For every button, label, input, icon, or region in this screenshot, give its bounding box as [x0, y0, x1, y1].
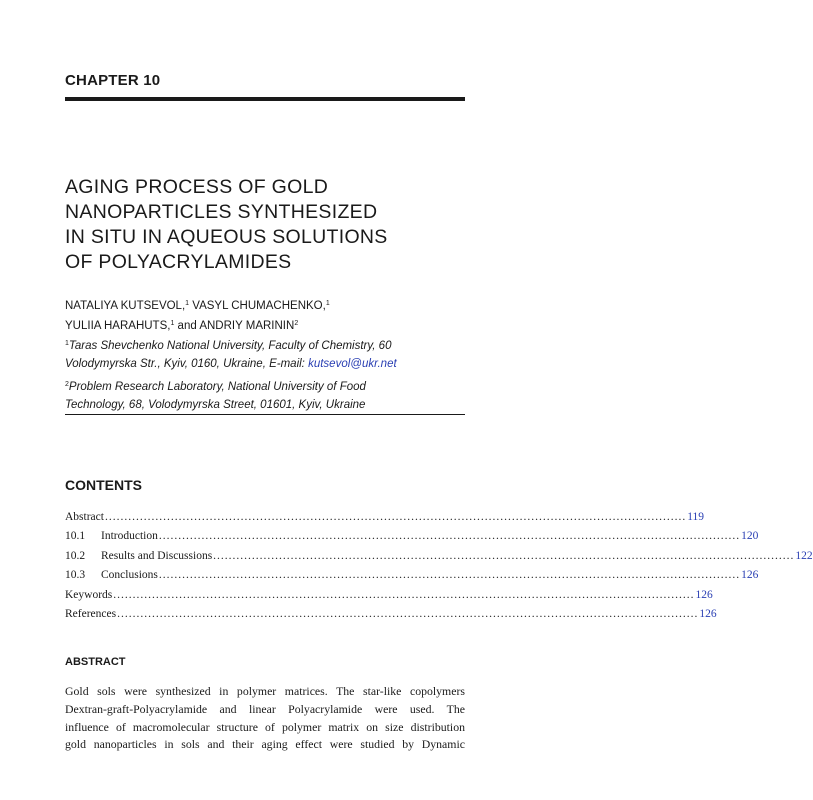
affiliation-marker: 2 [294, 320, 299, 327]
toc-label: Introduction [101, 530, 158, 543]
toc-number: 10.2 [65, 549, 86, 562]
table-of-contents [65, 511, 813, 627]
affiliation-1 [65, 335, 465, 373]
author-name: YULIIA HARAHUTS, [65, 320, 171, 332]
chapter-label: CHAPTER 10 [65, 72, 161, 89]
toc-entry-references[interactable] [65, 607, 717, 627]
affiliation-text: Volodymyrska Str., Kyiv, 0160, Ukraine, E-mail: [65, 358, 309, 370]
toc-entry-conclusions[interactable] [65, 569, 759, 588]
affiliation-marker: 1 [65, 340, 69, 347]
affiliation-rule [65, 414, 465, 415]
toc-leader: ...................................................................................................................................................... [158, 530, 741, 543]
toc-entry-results[interactable] [65, 549, 813, 569]
toc-leader: ...................................................................................................................................................... [213, 549, 795, 562]
author-name: NATALIYA KUTSEVOL, [65, 300, 186, 312]
affiliation-marker: 1 [185, 300, 190, 307]
toc-number: 10.1 [65, 530, 86, 543]
toc-page-link[interactable]: 126 [699, 607, 717, 620]
abstract-line: Dextran-graft-Polyacrylamide and linear Polyacrylamide were used. The [65, 701, 465, 716]
abstract-line: gold nanoparticles in sols and their aging effect were studied by Dynamic [65, 737, 465, 752]
abstract-body [65, 683, 465, 754]
chapter-title [65, 175, 465, 275]
abstract-heading: ABSTRACT [65, 656, 126, 668]
toc-number: 10.3 [65, 569, 86, 582]
toc-label: Keywords [65, 588, 113, 601]
affiliation-text: Technology, 68, Volodymyrska Street, 01601, Kyiv, Ukraine [65, 399, 366, 411]
affiliation-marker: 1 [325, 300, 330, 307]
toc-leader: ...................................................................................................................................................... [113, 588, 695, 601]
toc-page-link[interactable]: 119 [687, 511, 705, 523]
toc-leader: ...................................................................................................................................................... [117, 607, 699, 620]
contents-heading: CONTENTS [65, 477, 142, 493]
affiliation-marker: 2 [65, 381, 69, 388]
toc-leader: ...................................................................................................................................................... [104, 511, 687, 523]
toc-page-link[interactable]: 126 [741, 569, 759, 582]
email-link[interactable]: kutsevol@ukr.net [308, 358, 397, 370]
title-line: OF POLYACRYLAMIDES [65, 251, 292, 273]
toc-label: Results and Discussions [101, 549, 213, 562]
affiliation-text: Problem Research Laboratory, National University of Food [68, 381, 366, 393]
toc-label: References [65, 607, 117, 620]
title-line: IN SITU IN AQUEOUS SOLUTIONS [65, 226, 388, 248]
author-name: VASYL CHUMACHENKO, [189, 300, 326, 312]
toc-entry-keywords[interactable] [65, 588, 713, 608]
affiliation-2 [65, 376, 465, 414]
toc-label: Abstract [65, 511, 104, 523]
toc-entry-abstract[interactable] [65, 511, 705, 530]
toc-label: Conclusions [101, 569, 158, 582]
affiliation-text: Taras Shevchenko National University, Faculty of Chemistry, 60 [68, 340, 392, 352]
abstract-line: Gold sols were synthesized in polymer matrices. The star-like copolymers [65, 684, 465, 698]
author-conjunction: and [174, 320, 200, 332]
title-line: NANOPARTICLES SYNTHESIZED [65, 201, 378, 223]
toc-page-link[interactable]: 120 [741, 530, 759, 543]
author-name: ANDRIY MARININ [199, 320, 295, 332]
toc-page-link[interactable]: 126 [695, 588, 713, 601]
toc-page-link[interactable]: 122 [795, 549, 813, 562]
abstract-line: influence of macromolecular structure of polymer matrix on size distribution [65, 719, 465, 734]
toc-entry-introduction[interactable] [65, 530, 759, 549]
chapter-rule [65, 97, 465, 101]
toc-leader: ...................................................................................................................................................... [158, 569, 741, 582]
title-line: AGING PROCESS OF GOLD [65, 176, 329, 198]
affiliation-marker: 1 [170, 320, 175, 327]
author-list [65, 295, 465, 335]
